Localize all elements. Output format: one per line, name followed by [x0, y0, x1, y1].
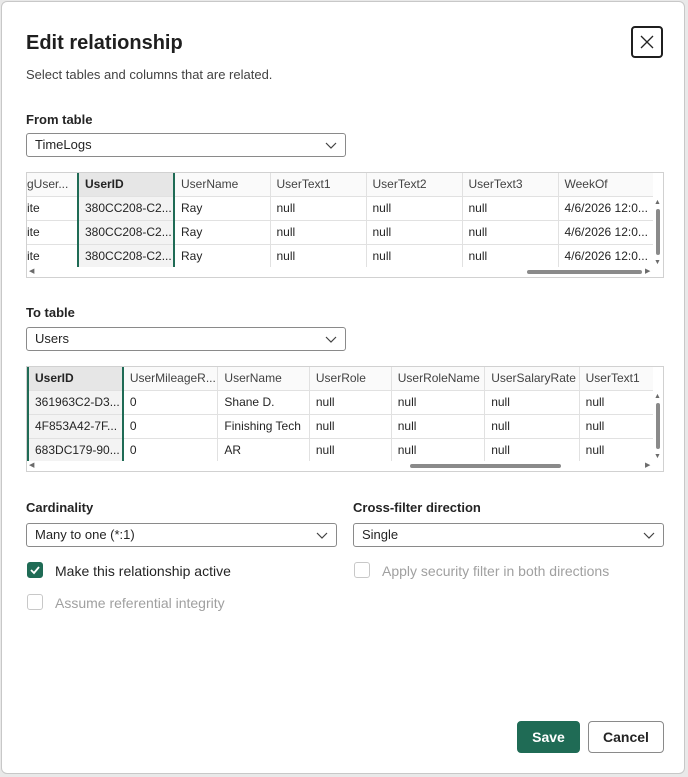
table-cell: 380CC208-C2... — [78, 196, 174, 220]
scroll-down-arrow-icon[interactable]: ▼ — [654, 453, 661, 460]
column-header[interactable]: UserText1 — [579, 367, 662, 390]
table-cell: 4/6/2026 12:0... — [558, 220, 654, 244]
scrollbar-thumb[interactable] — [656, 209, 660, 255]
table-cell: null — [462, 244, 558, 268]
table-cell: null — [579, 390, 662, 414]
cardinality-select[interactable] — [26, 523, 337, 547]
dialog-title: Edit relationship — [26, 32, 183, 54]
edit-relationship-dialog — [1, 1, 685, 774]
table-cell: null — [309, 390, 391, 414]
table-cell: Finishing Tech — [218, 414, 309, 438]
column-header[interactable]: UserMileageR... — [123, 367, 218, 390]
cross-filter-value: Single — [362, 527, 399, 542]
column-header[interactable]: UserText3 — [462, 173, 558, 196]
table-cell: null — [485, 438, 579, 462]
table-cell: null — [391, 414, 484, 438]
table-cell: null — [579, 438, 662, 462]
horizontal-scrollbar[interactable] — [27, 461, 663, 471]
table-cell: 0 — [123, 438, 218, 462]
scroll-up-arrow-icon[interactable]: ▲ — [654, 393, 661, 400]
table-cell: Ray — [174, 220, 270, 244]
column-header[interactable]: WeekOf — [558, 173, 654, 196]
to-table-preview-grid — [26, 366, 664, 472]
table-cell: ite — [26, 220, 78, 244]
vertical-scrollbar[interactable] — [653, 173, 663, 267]
table-row — [28, 414, 663, 438]
cardinality-label: Cardinality — [26, 500, 94, 515]
chevron-down-icon — [325, 333, 337, 345]
from-table-preview-grid — [26, 172, 664, 278]
scrollbar-thumb[interactable] — [527, 270, 642, 274]
scroll-left-arrow-icon[interactable]: ◀ — [29, 268, 35, 275]
close-icon — [640, 35, 654, 49]
checkmark-icon — [28, 563, 42, 577]
table-cell: null — [309, 438, 391, 462]
table-cell: 0 — [123, 390, 218, 414]
referential-integrity-label: Assume referential integrity — [55, 595, 225, 611]
table-cell: null — [462, 220, 558, 244]
table-cell: null — [366, 220, 462, 244]
table-cell: null — [270, 244, 366, 268]
table-cell: null — [391, 438, 484, 462]
scroll-left-arrow-icon[interactable]: ◀ — [29, 462, 35, 469]
active-checkbox-label[interactable]: Make this relationship active — [55, 563, 231, 579]
table-cell: null — [485, 390, 579, 414]
scroll-down-arrow-icon[interactable]: ▼ — [654, 259, 661, 266]
scroll-right-arrow-icon[interactable]: ▶ — [645, 462, 651, 469]
column-header[interactable]: UserName — [218, 367, 309, 390]
table-cell: 4/6/2026 12:0... — [558, 196, 654, 220]
table-cell: null — [579, 414, 662, 438]
table-cell: 380CC208-C2... — [78, 244, 174, 268]
table-cell: null — [391, 390, 484, 414]
from-table-select[interactable] — [26, 133, 346, 157]
table-cell: null — [366, 244, 462, 268]
table-cell: 361963C2-D3... — [28, 390, 123, 414]
table-cell: null — [270, 220, 366, 244]
table-cell: AR — [218, 438, 309, 462]
table-cell: ite — [26, 244, 78, 268]
table-cell: Shane D. — [218, 390, 309, 414]
table-cell: 380CC208-C2... — [78, 220, 174, 244]
to-table-value: Users — [35, 331, 69, 346]
chevron-down-icon — [316, 529, 328, 541]
chevron-down-icon — [325, 139, 337, 151]
column-header[interactable]: UserText2 — [366, 173, 462, 196]
column-header[interactable]: gUser... — [26, 173, 78, 196]
column-header[interactable]: UserSalaryRate — [485, 367, 579, 390]
table-row — [28, 390, 663, 414]
column-header[interactable]: UserText1 — [270, 173, 366, 196]
column-header-selected[interactable]: UserID — [78, 173, 174, 196]
close-button[interactable] — [631, 26, 663, 58]
table-cell: null — [270, 196, 366, 220]
table-cell: 4/6/2026 12:0... — [558, 244, 654, 268]
referential-integrity-checkbox[interactable] — [27, 594, 43, 610]
table-row — [26, 220, 654, 244]
save-button[interactable]: Save — [517, 721, 580, 753]
chevron-down-icon — [643, 529, 655, 541]
table-cell: null — [462, 196, 558, 220]
column-header-selected[interactable]: UserID — [28, 367, 123, 390]
security-filter-label: Apply security filter in both directions — [382, 563, 610, 579]
from-table-label: From table — [26, 112, 93, 127]
table-cell: 683DC179-90... — [28, 438, 123, 462]
scrollbar-thumb[interactable] — [656, 403, 660, 449]
table-cell: null — [366, 196, 462, 220]
dialog-subtitle: Select tables and columns that are related. — [26, 67, 273, 82]
security-filter-checkbox[interactable] — [354, 562, 370, 578]
table-cell: ite — [26, 196, 78, 220]
scroll-right-arrow-icon[interactable]: ▶ — [645, 268, 651, 275]
table-cell: 4F853A42-7F... — [28, 414, 123, 438]
table-cell: null — [309, 414, 391, 438]
column-header[interactable]: UserName — [174, 173, 270, 196]
to-table-select[interactable] — [26, 327, 346, 351]
table-row — [26, 244, 654, 268]
table-row — [26, 196, 654, 220]
scroll-up-arrow-icon[interactable]: ▲ — [654, 199, 661, 206]
column-header[interactable]: UserRole — [309, 367, 391, 390]
active-checkbox[interactable] — [27, 562, 43, 578]
cross-filter-select[interactable] — [353, 523, 664, 547]
table-cell: 0 — [123, 414, 218, 438]
to-table-label: To table — [26, 305, 75, 320]
table-cell: Ray — [174, 244, 270, 268]
table-cell: Ray — [174, 196, 270, 220]
vertical-scrollbar[interactable] — [653, 367, 663, 461]
column-header[interactable]: UserRoleName — [391, 367, 484, 390]
cross-filter-label: Cross-filter direction — [353, 500, 481, 515]
cardinality-value: Many to one (*:1) — [35, 527, 135, 542]
cancel-button[interactable]: Cancel — [588, 721, 664, 753]
from-table-value: TimeLogs — [35, 137, 92, 152]
scrollbar-thumb[interactable] — [410, 464, 561, 468]
horizontal-scrollbar[interactable] — [27, 267, 663, 277]
table-cell: null — [485, 414, 579, 438]
table-row — [28, 438, 663, 462]
